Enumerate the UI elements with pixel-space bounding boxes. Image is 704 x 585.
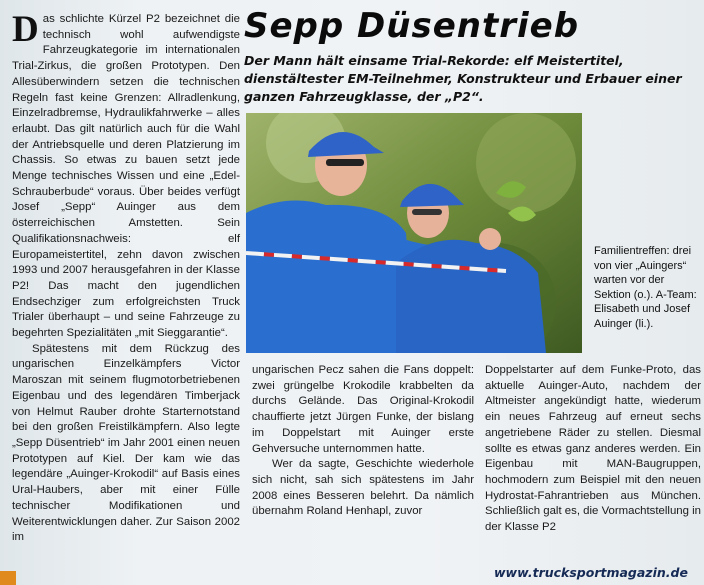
drop-cap: D (12, 9, 39, 50)
photo-illustration (246, 113, 582, 353)
article-subtitle: Der Mann hält einsame Trial-Rekorde: elf Meistertitel, dienstältester EM-Teilnehmer, Konstrukteur und Erbauer einer ganzen Fahrzeugklasse, der „P2“. (244, 53, 682, 104)
article-paragraph: Spätestens mit dem Rückzug des ungarischen Einzelkämpfers Victor Maroszan mit seinem flugmotorbetriebenen Eigenbau und des legendären Timberjack von Helmut Rauber drohte Starternotstand bei den großen Freistilkämpfern. Also legte „Sepp Düsentrieb“ im Jahr 2001 einen neuen Prototypen auf Kiel. Der kam wie das legendäre „Auinger-Krokodil“ auf Basis eines Ural-Haubers, aber mit einer Fülle technischer Modifikationen und Weiterentwicklungen daher. Zur Saison 2002 im (12, 342, 240, 544)
woman-glasses (412, 209, 442, 215)
hand (479, 228, 501, 250)
article-column-3 (485, 363, 701, 536)
man-sunglasses (326, 159, 364, 166)
article-column-2 (252, 363, 474, 520)
article-paragraph (12, 9, 240, 342)
paragraph-text: as schlichte Kürzel P2 bezeichnet die technisch wohl aufwendigste Fahrzeugkategorie im internationalen Trial-Zirkus, die großen Prototypen. Den Allesüberwindern setzen die technischen Regeln fast keine Grenzen: Allradlenkung, Einzelradbremse, Hydraulikfahrwerke – alles erlaubt. Das gilt natürlich auch für die Wahl der Antriebsquelle und deren Platzierung im Chassis. So etwas zu bauen setzt jede Menge technisches Wissen und eine „Edel-Schrauberbude“ voraus. Über beides verfügt Josef „Sepp“ Auinger aus dem österreichischen Amstetten. Sein Qualifikationsnachweis: elf Europameistertitel, zehn davon zwischen 1993 und 2007 herausgefahren in der Klasse P2! Das macht den jugendlichen Endsechziger zum erfolgreichsten Truck Trialer überhaupt – und seine Fahrzeuge zu begehrten Spezialitäten „mit Sieggarantie“. (12, 13, 240, 340)
corner-accent (0, 571, 16, 585)
article-column-1 (12, 9, 240, 546)
article-photo (246, 113, 582, 353)
man-shirt (246, 201, 416, 354)
article-paragraph: Doppelstarter auf dem Funke-Proto, das aktuelle Auinger-Auto, nachdem der Altmeister angekündigt hatte, wiederum ein neues Fahrzeug auf erneut sechs angetriebene Räder zu stellen. Diesmal sollte es etwas ganz anderes werden. Ein Eigenbau mit MAN-Baugruppen, hochmodern zum Beispiel mit den neuen Hydrostat-Fahrantrieben aus München. Schließlich galt es, die Vormachtstellung in der Klasse P2 (485, 364, 701, 534)
photo-caption: Familientreffen: drei von vier „Auingers“ warten vor der Sektion (o.). A-Team: Elisabeth und Josef Auinger (li.). (594, 245, 697, 330)
article-paragraph: ungarischen Pecz sahen die Fans doppelt: zwei grüngelbe Krokodile krabbelten da durchs Gelände. Das Original-Krokodil chauffierte jetzt Jürgen Funke, der bislang im Doppelstart mit Auinger erste Gehversuche unternommen hatte. (252, 364, 474, 455)
foliage-blob (476, 113, 576, 213)
article-title: Sepp Düsentrieb (244, 6, 580, 46)
footer-website-url: www.trucksportmagazin.de (494, 565, 688, 580)
article-paragraph: Wer da sagte, Geschichte wiederhole sich nicht, sah sich spätestens im Jahr 2008 eines Besseren belehrt. Da nämlich übernahm Roland Henhapl, zuvor (252, 458, 474, 518)
